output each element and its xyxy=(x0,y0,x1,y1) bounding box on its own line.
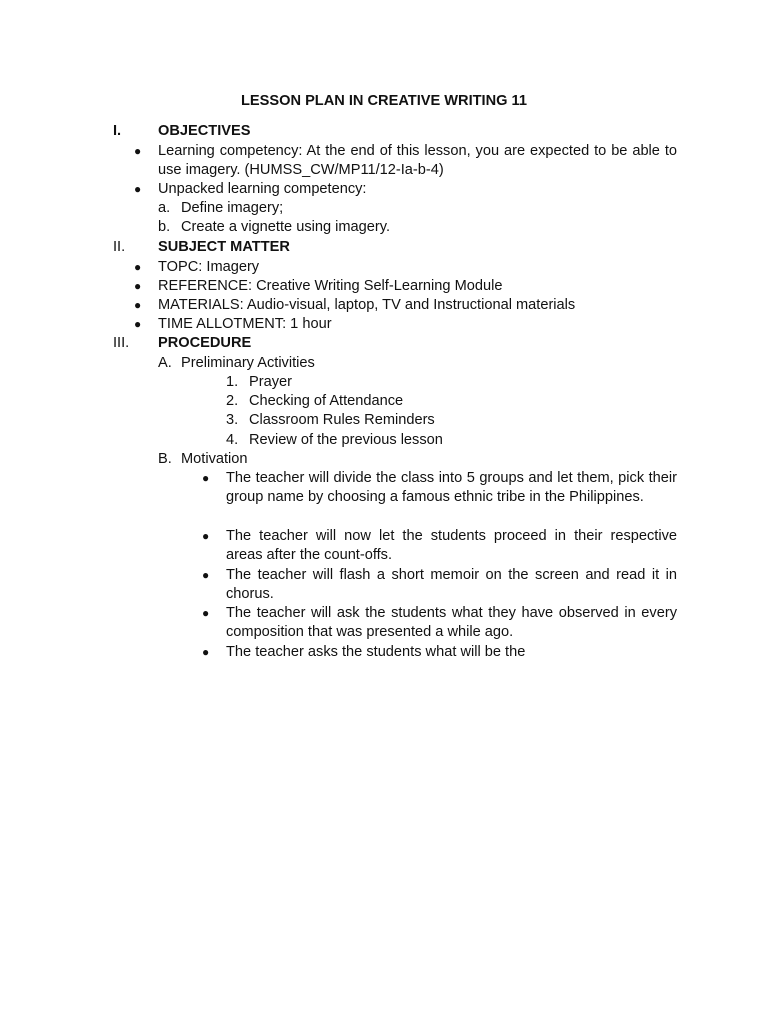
motivation-item: The teacher asks the students what will be the xyxy=(226,644,526,660)
preliminary-item-text: Review of the previous lesson xyxy=(249,432,443,448)
unpacked-item-text: Create a vignette using imagery. xyxy=(181,219,391,235)
bullet-icon: ● xyxy=(134,298,142,312)
unpacked-competency-heading: Unpacked learning competency: xyxy=(158,181,367,197)
preliminary-item-marker: 2. xyxy=(226,393,239,409)
subject-matter-item: TOPC: Imagery xyxy=(158,259,260,275)
preliminary-item-text: Prayer xyxy=(249,374,292,390)
bullet-icon: ● xyxy=(134,260,142,274)
motivation-item: The teacher will divide the class into 5 groups and let them, pick their group name by choosing a famous ethnic tribe in the Philippines. xyxy=(226,470,677,506)
procedure-subsection-marker: B. xyxy=(158,451,172,467)
preliminary-item-text: Classroom Rules Reminders xyxy=(249,412,435,428)
subject-matter-item: REFERENCE: Creative Writing Self-Learning Module xyxy=(158,278,503,294)
bullet-icon: ● xyxy=(134,144,142,158)
section-numeral-subject-matter: II. xyxy=(113,239,126,255)
section-heading-subject-matter: SUBJECT MATTER xyxy=(158,239,290,255)
bullet-icon: ● xyxy=(134,182,142,196)
preliminary-item-text: Checking of Attendance xyxy=(249,393,404,409)
section-numeral-objectives: I. xyxy=(113,123,122,139)
section-numeral-procedure: III. xyxy=(113,335,130,351)
section-heading-objectives: OBJECTIVES xyxy=(158,123,251,139)
unpacked-item-marker: b. xyxy=(158,219,171,235)
preliminary-item-marker: 3. xyxy=(226,412,239,428)
subject-matter-item: TIME ALLOTMENT: 1 hour xyxy=(158,316,332,332)
bullet-icon: ● xyxy=(134,317,142,331)
learning-competency-text: Learning competency: At the end of this lesson, you are expected to be able to use imagery. (HUMSS_CW/MP11/12-Ia-b-4) xyxy=(158,143,677,179)
subject-matter-item: MATERIALS: Audio-visual, laptop, TV and Instructional materials xyxy=(158,297,576,313)
preliminary-item-marker: 4. xyxy=(226,432,239,448)
motivation-item: The teacher will now let the students proceed in their respective areas after the count-offs. xyxy=(226,528,677,564)
unpacked-item-marker: a. xyxy=(158,200,171,216)
bullet-icon: ● xyxy=(134,279,142,293)
procedure-subsection-marker: A. xyxy=(158,355,172,371)
bullet-icon: ● xyxy=(202,471,210,485)
motivation-item: The teacher will ask the students what they have observed in every composition that was presented a while ago. xyxy=(226,605,677,641)
bullet-icon: ● xyxy=(202,568,210,582)
section-heading-procedure: PROCEDURE xyxy=(158,335,252,351)
preliminary-item-marker: 1. xyxy=(226,374,239,390)
motivation-item: The teacher will flash a short memoir on the screen and read it in chorus. xyxy=(226,567,677,603)
procedure-subsection-label: Preliminary Activities xyxy=(181,355,315,371)
bullet-icon: ● xyxy=(202,529,210,543)
bullet-icon: ● xyxy=(202,606,210,620)
unpacked-item-text: Define imagery; xyxy=(181,200,284,216)
document-title: LESSON PLAN IN CREATIVE WRITING 11 xyxy=(241,93,527,109)
procedure-subsection-label: Motivation xyxy=(181,451,248,467)
bullet-icon: ● xyxy=(202,645,210,659)
